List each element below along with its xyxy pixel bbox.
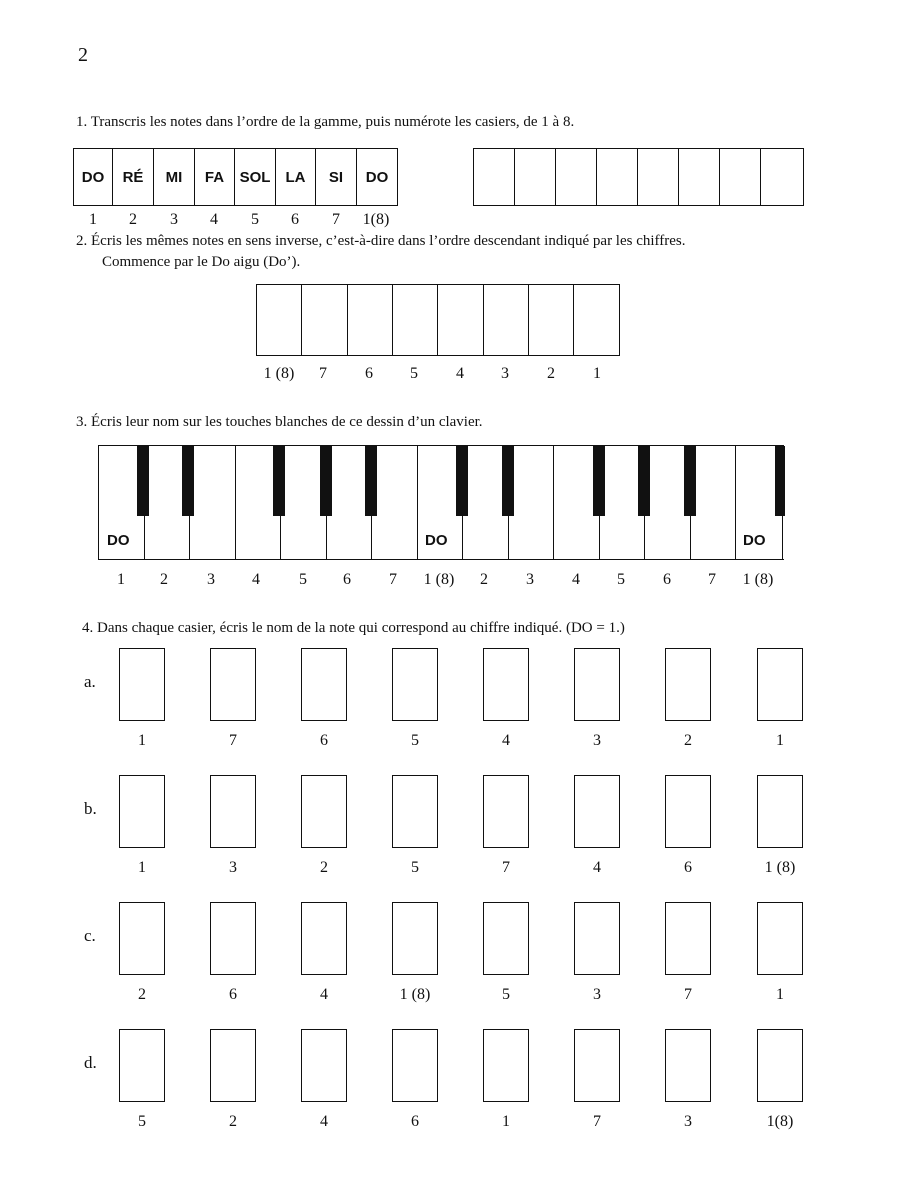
note-cell: DO — [73, 148, 113, 206]
empty-box[interactable] — [438, 284, 484, 356]
answer-box[interactable] — [574, 775, 620, 848]
box-number: 2 — [138, 986, 146, 1003]
key-number: 1 (8) — [742, 571, 774, 588]
box-number: 2 — [320, 859, 328, 876]
empty-box[interactable] — [473, 148, 515, 206]
ex1-number: 4 — [210, 211, 218, 228]
key-label-do: DO — [743, 532, 766, 549]
answer-box[interactable] — [210, 648, 256, 721]
exercise-2-empty-row — [256, 284, 620, 356]
black-key — [182, 446, 194, 516]
note-cell: MI — [154, 148, 195, 206]
key-number: 4 — [572, 571, 580, 588]
note-cell: SOL — [235, 148, 276, 206]
note-cell: RÉ — [113, 148, 154, 206]
exercise-1-note-row — [73, 148, 398, 206]
box-number: 3 — [593, 986, 601, 1003]
ex2-number: 7 — [319, 365, 327, 382]
box-number: 4 — [593, 859, 601, 876]
page-number: 2 — [78, 44, 88, 66]
white-key[interactable] — [691, 446, 736, 559]
black-key — [456, 446, 468, 516]
row-label: d. — [84, 1053, 97, 1072]
note-cell: FA — [195, 148, 235, 206]
exercise-4-instruction: 4. Dans chaque casier, écris le nom de la note qui correspond au chiffre indiqué. (DO = 1.) — [82, 620, 625, 636]
key-number: 6 — [663, 571, 671, 588]
empty-box[interactable] — [256, 284, 302, 356]
black-key — [137, 446, 149, 516]
key-number: 5 — [299, 571, 307, 588]
note-cell: SI — [316, 148, 357, 206]
black-key — [775, 446, 785, 516]
box-number: 3 — [684, 1113, 692, 1130]
box-number: 5 — [411, 859, 419, 876]
white-key[interactable] — [190, 446, 236, 559]
exercise-2-instruction-2: Commence par le Do aigu (Do’). — [102, 254, 301, 270]
box-number: 5 — [411, 732, 419, 749]
empty-box[interactable] — [556, 148, 597, 206]
answer-box[interactable] — [119, 1029, 165, 1102]
key-number: 6 — [343, 571, 351, 588]
answer-box[interactable] — [119, 648, 165, 721]
empty-box[interactable] — [515, 148, 556, 206]
white-key[interactable] — [372, 446, 418, 559]
ex2-number: 3 — [501, 365, 509, 382]
box-number: 1 — [138, 732, 146, 749]
answer-box[interactable] — [574, 902, 620, 975]
empty-box[interactable] — [597, 148, 638, 206]
ex1-number: 7 — [332, 211, 340, 228]
answer-box[interactable] — [665, 775, 711, 848]
answer-box[interactable] — [574, 648, 620, 721]
answer-box[interactable] — [483, 902, 529, 975]
black-key — [638, 446, 650, 516]
ex2-number: 2 — [547, 365, 555, 382]
box-number: 6 — [229, 986, 237, 1003]
ex1-number: 5 — [251, 211, 259, 228]
box-number: 6 — [411, 1113, 419, 1130]
ex2-number: 5 — [410, 365, 418, 382]
box-number: 2 — [684, 732, 692, 749]
black-key — [273, 446, 285, 516]
answer-box[interactable] — [392, 775, 438, 848]
ex2-number: 6 — [365, 365, 373, 382]
key-number: 4 — [252, 571, 260, 588]
empty-box[interactable] — [574, 284, 620, 356]
ex1-number: 2 — [129, 211, 137, 228]
answer-box[interactable] — [301, 775, 347, 848]
ex1-number: 3 — [170, 211, 178, 228]
key-label-do: DO — [425, 532, 448, 549]
empty-box[interactable] — [720, 148, 761, 206]
key-number: 3 — [207, 571, 215, 588]
answer-box[interactable] — [210, 775, 256, 848]
answer-box[interactable] — [119, 775, 165, 848]
box-number: 4 — [320, 1113, 328, 1130]
key-number: 7 — [708, 571, 716, 588]
black-key — [593, 446, 605, 516]
box-number: 5 — [138, 1113, 146, 1130]
box-number: 4 — [502, 732, 510, 749]
note-cell: LA — [276, 148, 316, 206]
box-number: 1 (8) — [764, 859, 796, 876]
box-number: 1 — [776, 986, 784, 1003]
box-number: 4 — [320, 986, 328, 1003]
answer-box[interactable] — [665, 1029, 711, 1102]
key-number: 5 — [617, 571, 625, 588]
answer-box[interactable] — [757, 1029, 803, 1102]
white-key[interactable] — [509, 446, 554, 559]
exercise-1-instruction: 1. Transcris les notes dans l’ordre de la gamme, puis numérote les casiers, de 1 à 8. — [76, 114, 575, 130]
box-number: 1 — [776, 732, 784, 749]
box-number: 1 — [502, 1113, 510, 1130]
key-label-do: DO — [107, 532, 130, 549]
answer-box[interactable] — [210, 902, 256, 975]
key-number: 1 — [117, 571, 125, 588]
answer-box[interactable] — [119, 902, 165, 975]
box-number: 7 — [502, 859, 510, 876]
key-number: 2 — [160, 571, 168, 588]
ex1-number: 1(8) — [362, 211, 390, 228]
row-label: c. — [84, 926, 96, 945]
answer-box[interactable] — [574, 1029, 620, 1102]
answer-box[interactable] — [757, 775, 803, 848]
black-key — [502, 446, 514, 516]
ex2-number: 4 — [456, 365, 464, 382]
exercise-1-empty-row — [473, 148, 804, 206]
box-number: 7 — [593, 1113, 601, 1130]
answer-box[interactable] — [483, 1029, 529, 1102]
row-label: b. — [84, 799, 97, 818]
answer-box[interactable] — [757, 648, 803, 721]
exercise-2-instruction: 2. Écris les mêmes notes en sens inverse, c’est-à-dire dans l’ordre descendant indiqué par les chiffres. — [76, 233, 686, 249]
empty-box[interactable] — [348, 284, 393, 356]
answer-box[interactable] — [665, 902, 711, 975]
key-number: 3 — [526, 571, 534, 588]
empty-box[interactable] — [302, 284, 348, 356]
box-number: 1 — [138, 859, 146, 876]
ex1-number: 1 — [89, 211, 97, 228]
ex1-number: 6 — [291, 211, 299, 228]
answer-box[interactable] — [392, 648, 438, 721]
exercise-3-instruction: 3. Écris leur nom sur les touches blanches de ce dessin d’un clavier. — [76, 414, 483, 430]
black-key — [320, 446, 332, 516]
box-number: 3 — [229, 859, 237, 876]
box-number: 6 — [320, 732, 328, 749]
box-number: 5 — [502, 986, 510, 1003]
key-number: 2 — [480, 571, 488, 588]
key-number: 7 — [389, 571, 397, 588]
box-number: 7 — [684, 986, 692, 1003]
empty-box[interactable] — [393, 284, 438, 356]
answer-box[interactable] — [392, 1029, 438, 1102]
answer-box[interactable] — [483, 775, 529, 848]
keyboard-drawing — [98, 445, 784, 560]
answer-box[interactable] — [665, 648, 711, 721]
answer-box[interactable] — [210, 1029, 256, 1102]
ex2-number: 1 (8) — [263, 365, 295, 382]
box-number: 1 (8) — [399, 986, 431, 1003]
answer-box[interactable] — [757, 902, 803, 975]
answer-box[interactable] — [301, 1029, 347, 1102]
box-number: 6 — [684, 859, 692, 876]
box-number: 2 — [229, 1113, 237, 1130]
answer-box[interactable] — [301, 902, 347, 975]
empty-box[interactable] — [484, 284, 529, 356]
empty-box[interactable] — [638, 148, 679, 206]
empty-box[interactable] — [761, 148, 804, 206]
box-number: 1(8) — [766, 1113, 794, 1130]
empty-box[interactable] — [679, 148, 720, 206]
row-label: a. — [84, 672, 96, 691]
black-key — [684, 446, 696, 516]
answer-box[interactable] — [392, 902, 438, 975]
key-number: 1 (8) — [423, 571, 455, 588]
ex2-number: 1 — [593, 365, 601, 382]
answer-box[interactable] — [301, 648, 347, 721]
answer-box[interactable] — [483, 648, 529, 721]
black-key — [365, 446, 377, 516]
box-number: 3 — [593, 732, 601, 749]
empty-box[interactable] — [529, 284, 574, 356]
note-cell: DO — [357, 148, 398, 206]
box-number: 7 — [229, 732, 237, 749]
